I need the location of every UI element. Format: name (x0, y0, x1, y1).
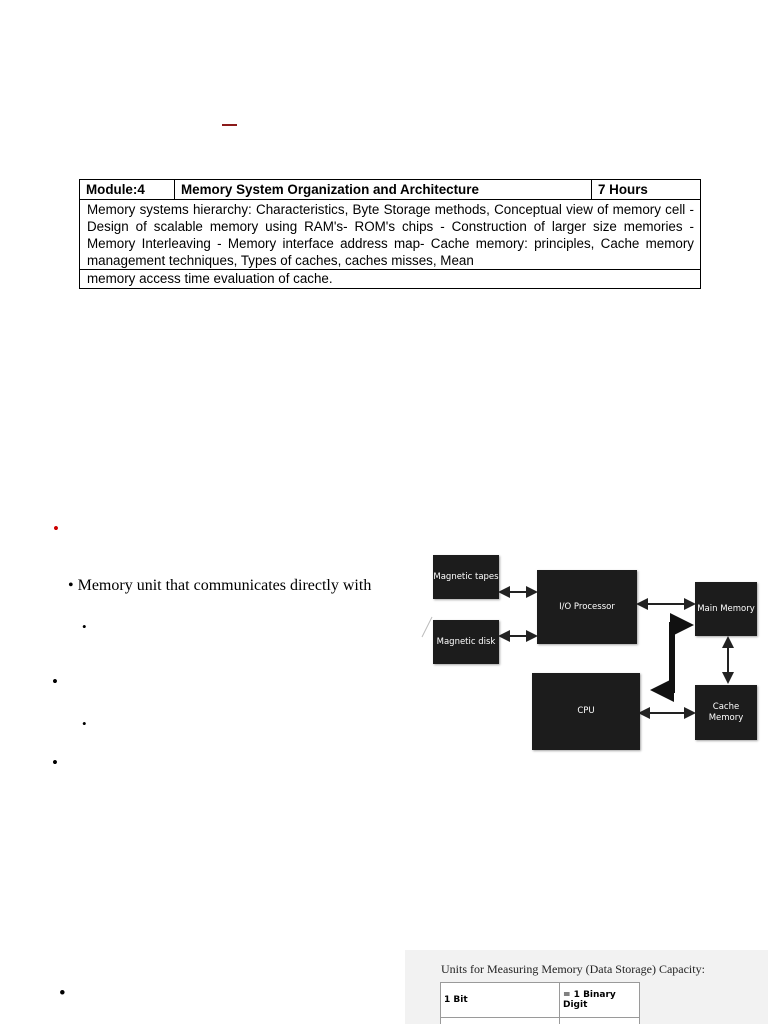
io-processor-label: I/O Processor (559, 601, 615, 612)
module-table (79, 179, 701, 289)
units-cell-unit: 1 Bit (441, 983, 560, 1018)
cpu-label: CPU (577, 706, 595, 716)
units-cell-value: = 1 Binary Digit (560, 983, 640, 1018)
cache-memory-box (695, 685, 757, 740)
module-number: Module:4 (80, 180, 175, 199)
magnetic-tapes-label: Magnetic tapes (433, 571, 499, 582)
units-table-image (405, 950, 768, 1024)
units-cell-empty (560, 1018, 640, 1024)
table-row (441, 983, 640, 1018)
magnetic-disk-label: Magnetic disk (436, 636, 496, 647)
main-memory-label: Main Memory (697, 603, 755, 614)
red-dash-mark (222, 124, 237, 126)
units-caption: Units for Measuring Memory (Data Storage) Capacity: (441, 962, 705, 976)
bullet-3: • (52, 753, 58, 772)
table-row (441, 1018, 640, 1024)
bullet-red: • (53, 519, 59, 538)
bullet-2: • (52, 672, 58, 691)
io-processor-box (537, 570, 637, 644)
cpu-box (532, 673, 640, 750)
module-header-row (80, 180, 700, 200)
bullet-sub-1: • (82, 619, 87, 634)
module-description-last-line: memory access time evaluation of cache. (87, 271, 333, 286)
magnetic-tapes-box (433, 555, 499, 599)
units-cell-empty (441, 1018, 560, 1024)
module-hours: 7 Hours (598, 182, 648, 197)
module-title: Memory System Organization and Architecture (175, 180, 592, 199)
memory-hierarchy-diagram (420, 540, 768, 760)
bullet-4: • (59, 983, 66, 1004)
cache-memory-label: Cache Memory (708, 701, 744, 723)
main-memory-bullet-text: • Memory unit that communicates directly with (68, 577, 372, 594)
magnetic-disk-box (433, 620, 499, 664)
bullet-sub-2: • (82, 716, 87, 731)
units-table (440, 982, 640, 1024)
module-description: Memory systems hierarchy: Characteristics, Byte Storage methods, Conceptual view of memory cell - Design of scalable memory using RAM's- ROM's chips - Construction of larger size memories - Memory Interleaving - Memory interface address map- Cache memory: principles, Cache memory management techniques, Types of caches, caches misses, Mean (80, 200, 700, 270)
main-memory-box (695, 582, 757, 636)
